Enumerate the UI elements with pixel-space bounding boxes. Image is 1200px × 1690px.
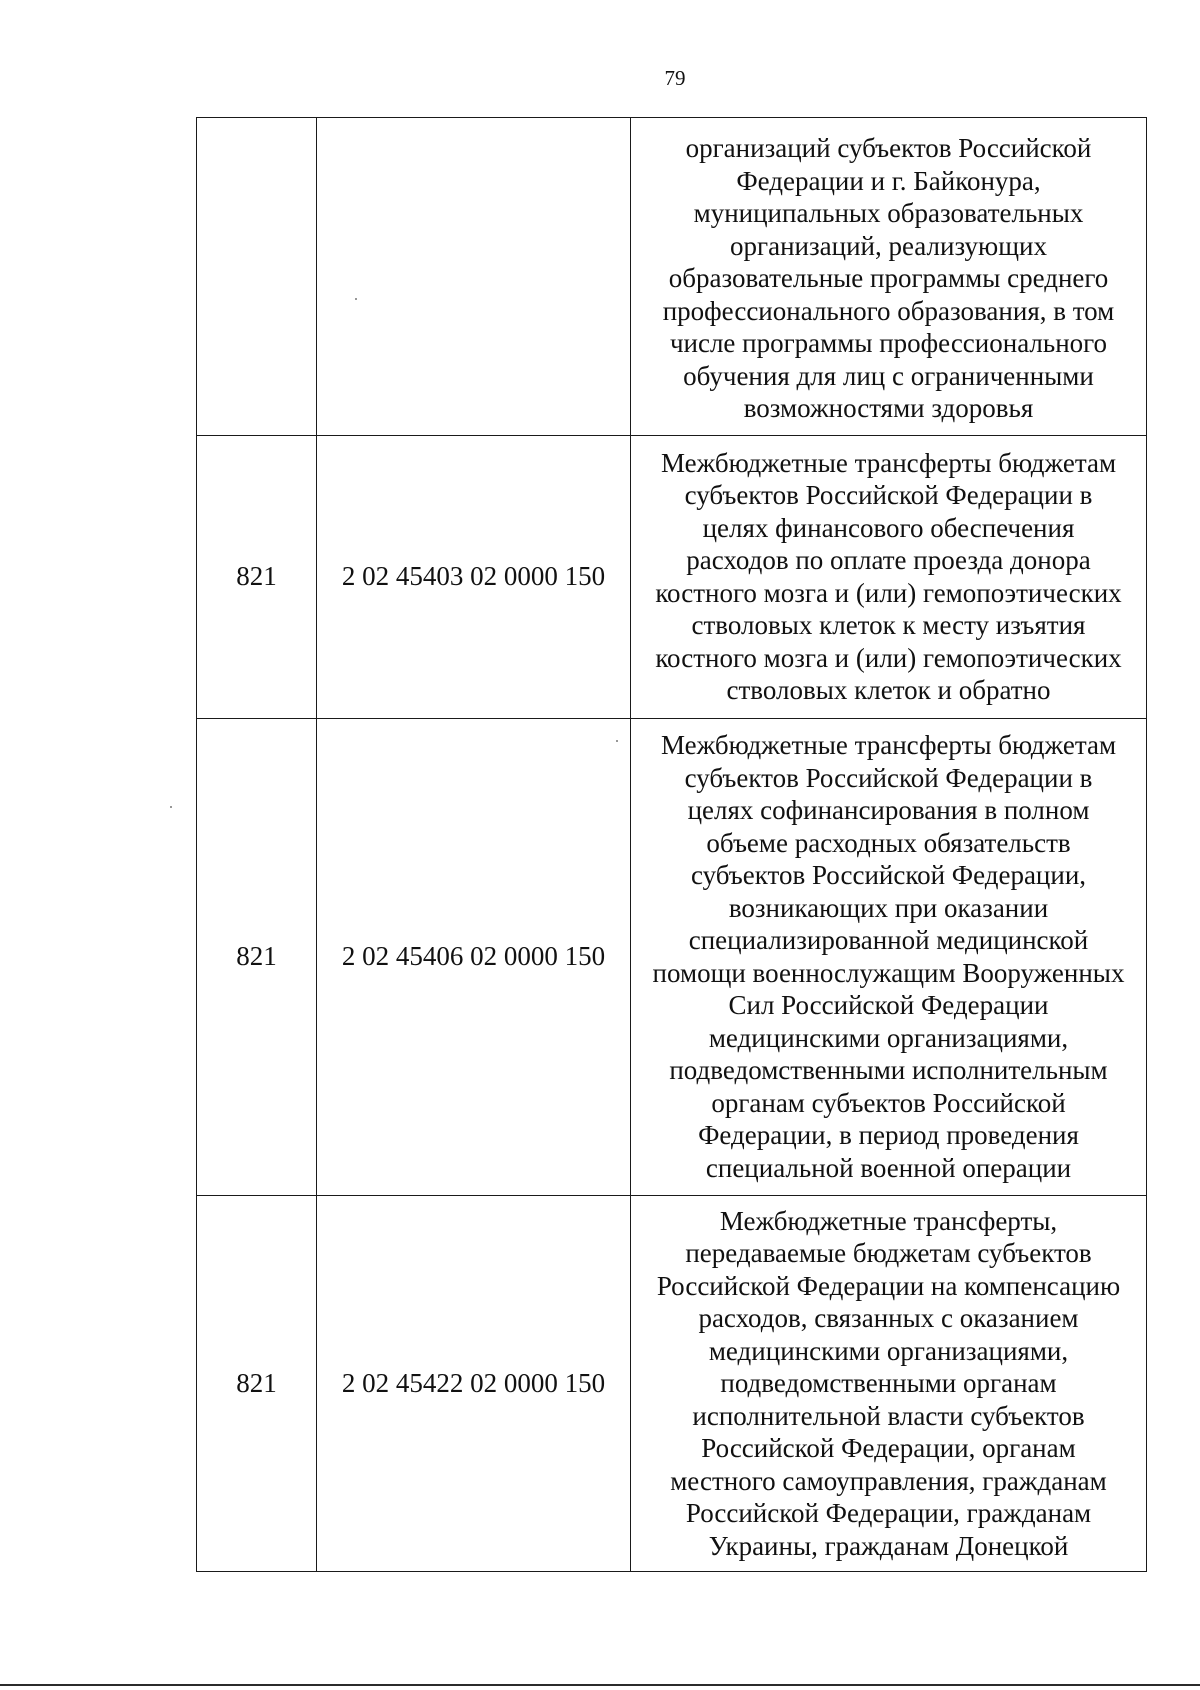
admin-code-cell: 821 (197, 435, 317, 718)
budget-code-cell: 2 02 45422 02 0000 150 (317, 1195, 631, 1572)
description-text: организаций субъектов Российской Федерации и г. Байконура, муниципальных образовательных организаций, реализующих образовательные программы среднего профессионального образования, в том числе программы профессионального обучения для лиц с ограниченными возможностями здоровья (662, 133, 1115, 423)
description-cell (631, 1195, 1147, 1572)
description-text: Межбюджетные трансферты бюджетам субъектов Российской Федерации в целях финансового обеспечения расходов по оплате проезда донора костного мозга и (или) гемопоэтических стволовых клеток к месту изъятия костного мозга и (или) гемопоэтических стволовых клеток и обратно (655, 447, 1122, 705)
budget-code-cell (317, 118, 631, 436)
page-number: 79 (664, 66, 686, 90)
description-cell (631, 118, 1147, 436)
budget-code-cell: 2 02 45403 02 0000 150 (317, 435, 631, 718)
budget-code-cell: 2 02 45406 02 0000 150 (317, 718, 631, 1195)
description-text: Межбюджетные трансферты, передаваемые бюджетам субъектов Российской Федерации на компенсацию расходов, связанных с оказанием медицинскими организациями, подведомственными органам исполнительной власти субъектов Российской Федерации, органам местного самоуправления, гражданам Российской Федерации, гражданам Украины, гражданам Донецкой (656, 1205, 1121, 1561)
admin-code-cell: 821 (197, 718, 317, 1195)
table-row (197, 435, 1147, 718)
admin-code-cell: 821 (197, 1195, 317, 1572)
table-row (197, 118, 1147, 436)
budget-classification-table (196, 117, 1147, 1572)
scan-speck (616, 740, 618, 742)
description-cell (631, 718, 1147, 1195)
scan-speck (355, 298, 357, 300)
scan-edge-line (0, 1684, 1200, 1686)
description-text: Межбюджетные трансферты бюджетам субъектов Российской Федерации в целях софинансирования в полном объеме расходных обязательств субъектов Российской Федерации, возникающих при оказании специализированной медицинской помощи военнослужащим Вооруженных Сил Российской Федерации медицинскими организациями, подведомственными исполнительным органам субъектов Российской Федерации, в период проведения специальной военной операции (652, 730, 1125, 1183)
table-row (197, 718, 1147, 1195)
admin-code-cell (197, 118, 317, 436)
scan-speck (170, 806, 172, 808)
description-cell (631, 435, 1147, 718)
table-row (197, 1195, 1147, 1572)
